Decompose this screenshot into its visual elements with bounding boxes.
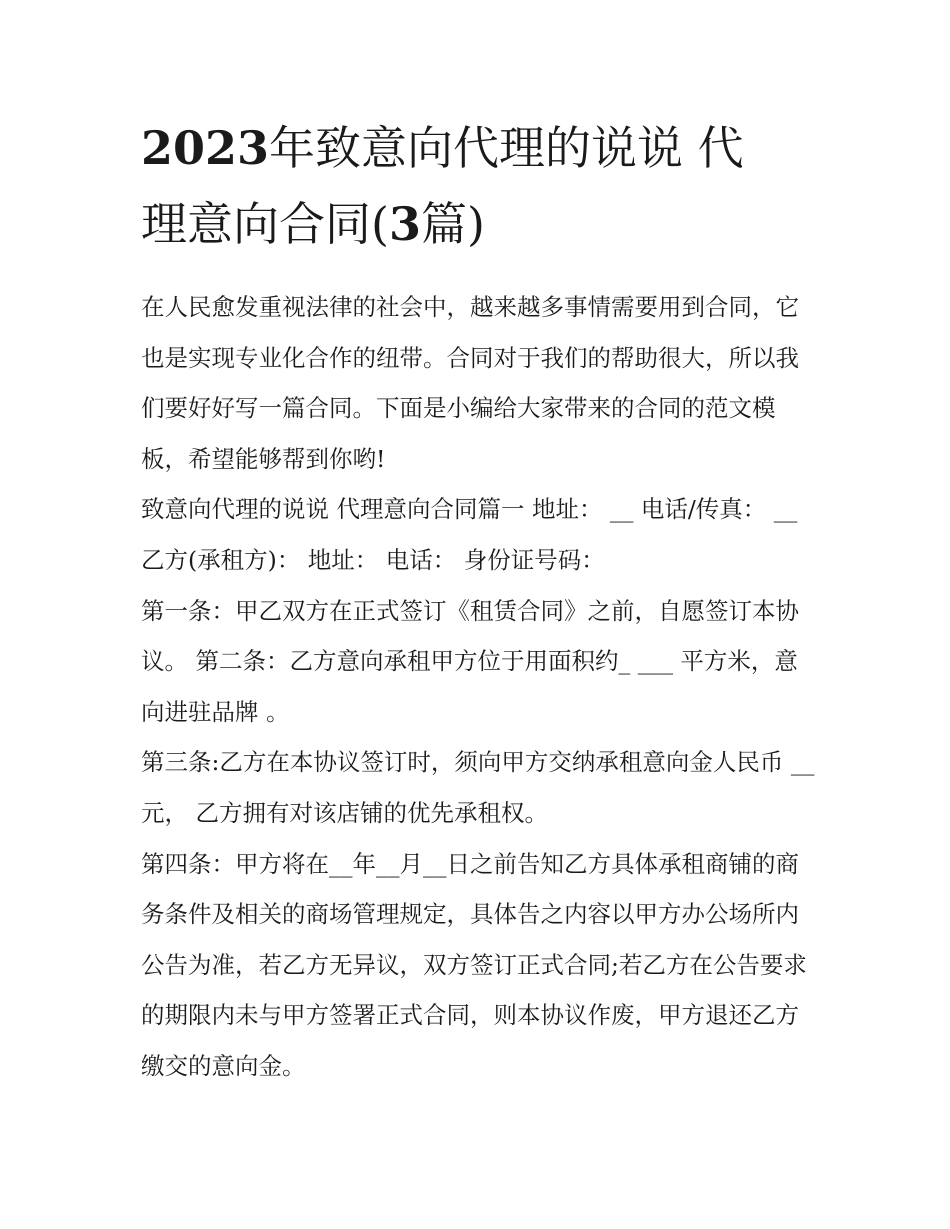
title-tail: 篇) (420, 197, 485, 251)
paragraph-article-4: 第四条：甲方将在__年__月__日之前告知乙方具体承租商铺的商务条件及相关的商场管理规定，具体告之内容以甲方办公场所内公告为准，若乙方无异议，双方签订正式合同;若乙方在公告要求的期限内未与甲方签署正式合同，则本协议作废，甲方退还乙方缴交的意向金。 (141, 849, 807, 1080)
document-body (141, 282, 821, 1092)
paragraph-parties: 致意向代理的说说 代理意向合同篇一 地址： __ 电话/传真： __ 乙方(承租方)： 地址： 电话： 身份证号码： (141, 495, 798, 574)
title-year: 2023 (141, 121, 270, 175)
title-count: 3 (388, 197, 421, 251)
title-text: 年致意向代理的说说 代理意向合同( (141, 121, 744, 251)
paragraph-article-1-2: 第一条：甲乙双方在正式签订《租赁合同》之前，自愿签订本协议。 第二条：乙方意向承租甲方位于用面积约_ ___ 平方米，意向进驻品牌 。 (141, 596, 799, 726)
paragraph-intro: 在人民愈发重视法律的社会中，越来越多事情需要用到合同，它也是实现专业化合作的纽带。合同对于我们的帮助很大，所以我们要好好写一篇合同。下面是小编给大家带来的合同的范文模板，希望能够帮到你哟! (141, 293, 799, 473)
paragraph-article-3: 第三条:乙方在本协议签订时，须向甲方交纳承租意向金人民币 __ 元， 乙方拥有对该店铺的优先承租权。 (141, 748, 815, 827)
document-title (141, 110, 781, 262)
document-page (141, 110, 821, 1092)
